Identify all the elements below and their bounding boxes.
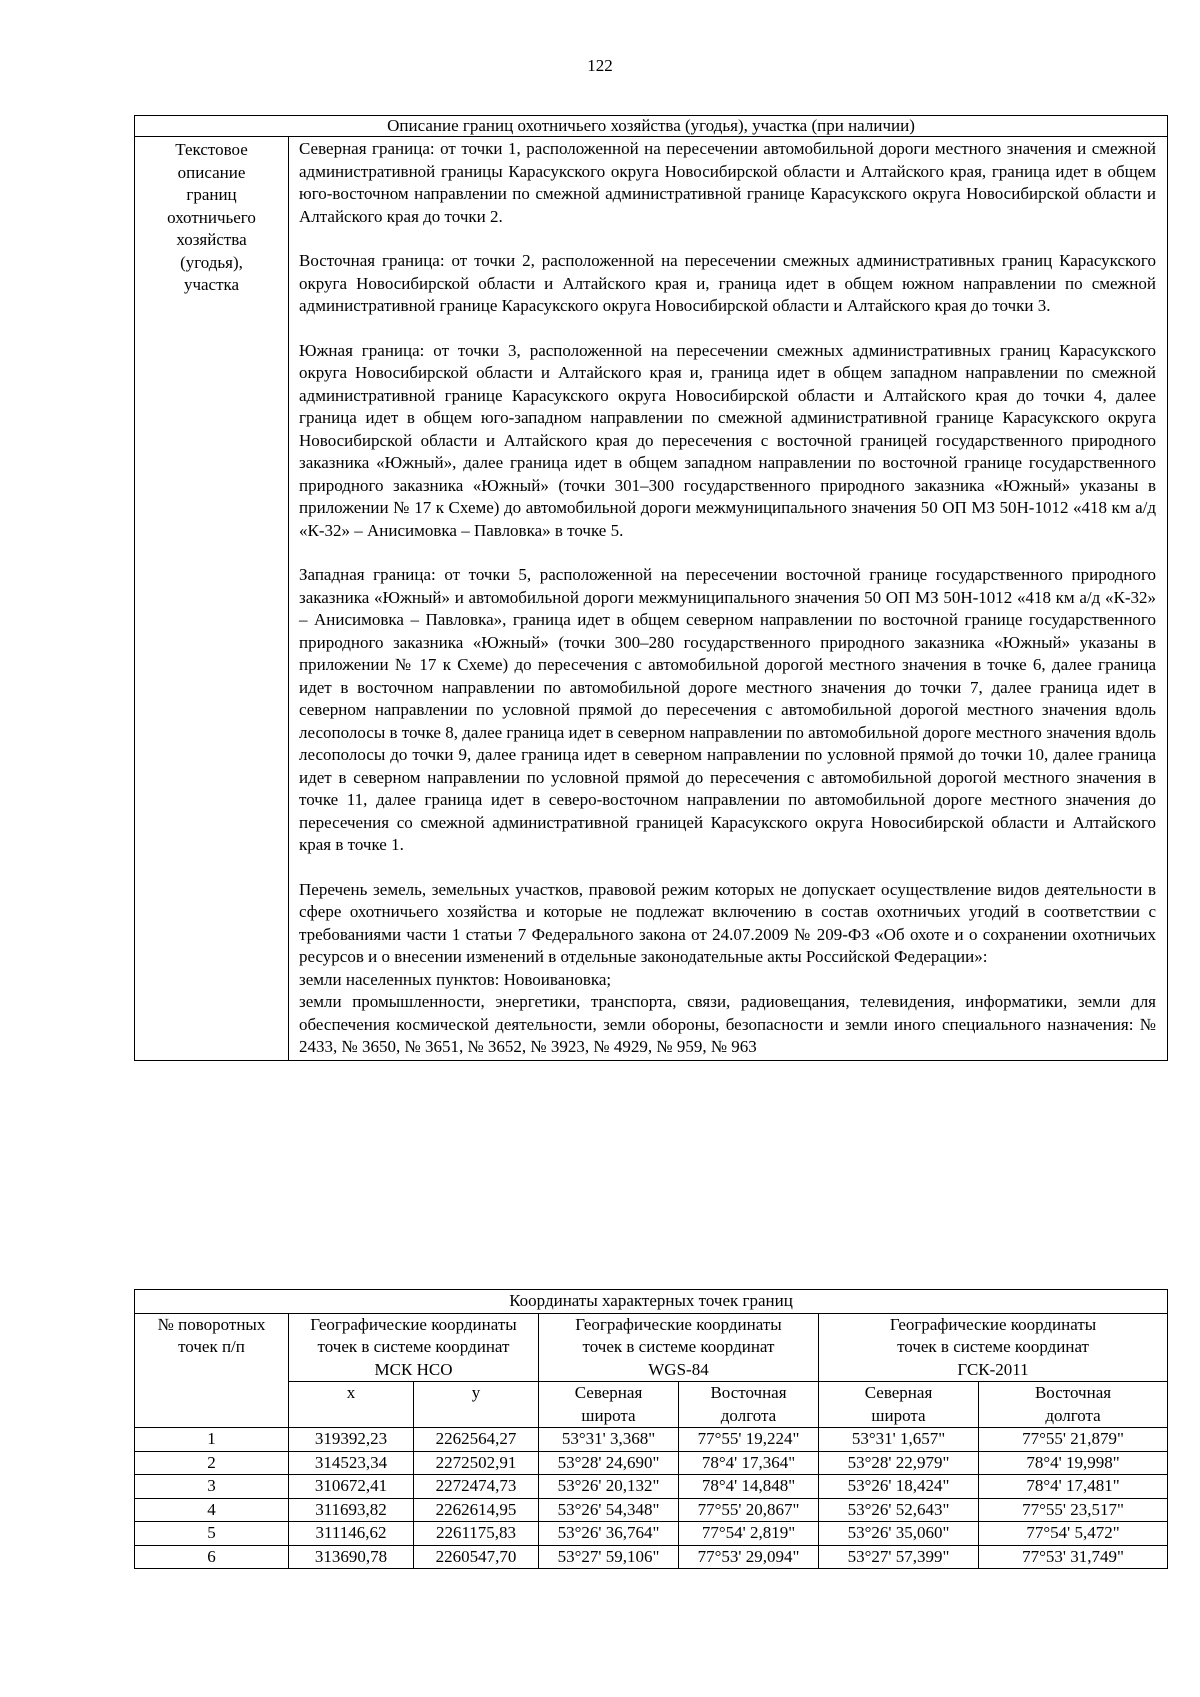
header-line: Географические координаты [575, 1314, 782, 1334]
table-cell: 53°26' 18,424" [819, 1475, 979, 1499]
text-description-label [135, 137, 289, 1061]
header-line: Северная [574, 1383, 643, 1402]
header-line: ГСК-2011 [957, 1359, 1029, 1379]
wgs-header [539, 1313, 819, 1382]
table-cell: 2260547,70 [414, 1545, 539, 1569]
table-cell: 77°54' 5,472" [979, 1522, 1168, 1546]
header-line: № поворотных [157, 1314, 266, 1334]
y-header: y [414, 1382, 539, 1428]
gsk-north-header [819, 1382, 979, 1428]
label-line: участка [183, 275, 240, 294]
header-line: Географические координаты [310, 1314, 517, 1334]
east-boundary-paragraph: Восточная граница: от точки 2, расположенной на пересечении смежных административных границ Карасукского округа Новосибирской области и Алтайского края и, граница идет в общем южном направлении по смежной административной границе Карасукского округа Новосибирской области и Алтайского края до точки 3. [299, 251, 1156, 315]
header-line: Восточная [710, 1383, 787, 1402]
table-cell: 78°4' 14,848" [679, 1475, 819, 1499]
table-cell: 77°55' 21,879" [979, 1428, 1168, 1452]
header-line: долгота [720, 1405, 777, 1425]
header-line: точек в системе координат [317, 1337, 510, 1356]
header-line: точек в системе координат [897, 1337, 1089, 1356]
table-cell: 53°26' 20,132" [539, 1475, 679, 1499]
table-cell: 77°54' 2,819" [679, 1522, 819, 1546]
table-cell: 2261175,83 [414, 1522, 539, 1546]
description-header: Описание границ охотничьего хозяйства (угодья), участка (при наличии) [135, 116, 1168, 137]
msk-header [289, 1313, 539, 1382]
label-line: хозяйства [176, 230, 247, 249]
table-cell: 2262614,95 [414, 1498, 539, 1522]
table-row [135, 1475, 1168, 1499]
table-cell: 319392,23 [289, 1428, 414, 1452]
header-line: МСК НСО [374, 1359, 453, 1379]
table-row [135, 1451, 1168, 1475]
table-cell: 53°26' 35,060" [819, 1522, 979, 1546]
point-number-header [135, 1313, 289, 1428]
label-line: описание [177, 162, 246, 182]
wgs-east-header [679, 1382, 819, 1428]
table-cell: 77°53' 29,094" [679, 1545, 819, 1569]
table-cell: 2272502,91 [414, 1451, 539, 1475]
header-line: Восточная [1034, 1383, 1112, 1402]
table-cell: 77°55' 19,224" [679, 1428, 819, 1452]
label-line: Текстовое [175, 140, 248, 159]
wgs-north-header [539, 1382, 679, 1428]
table-cell: 53°28' 24,690" [539, 1451, 679, 1475]
table-cell: 3 [135, 1475, 289, 1499]
table-cell: 77°55' 23,517" [979, 1498, 1168, 1522]
west-boundary-paragraph: Западная граница: от точки 5, расположенной на пересечении восточной границе государственного природного заказника «Южный» и автомобильной дороги межмуниципального значения 50 ОП МЗ 50Н-1012 «418 км а/д «К-32» – Анисимовка – Павловка», граница идет в общем северном направлении по восточной границе государственного природного заказника «Южный» (точки 300–280 государственного природного заказника «Южный» указаны в приложении № 17 к Схеме) до пересечения с автомобильной дорогой местного значения в точке 6, далее граница идет в восточном направлении по автомобильной дороге местного значения до точки 7, далее граница идет в северном направлении по условной прямой до пересечения с автомобильной дорогой местного значения вдоль лесополосы в точке 8, далее граница идет в северном направлении по автомобильной дороге местного значения вдоль лесополосы до точки 9, далее граница идет в северном направлении по условной прямой до точки 10, далее граница идет в северном направлении по условной прямой до пересечения с автомобильной дорогой местного значения в точке 11, далее граница идет в северо-восточном направлении по автомобильной дороге местного значения до пересечения со смежной административной границей Карасукского округа Новосибирской области и Алтайского края в точке 1. [299, 565, 1156, 854]
table-cell: 313690,78 [289, 1545, 414, 1569]
gsk-east-header [979, 1382, 1168, 1428]
boundary-text [289, 137, 1168, 1061]
boundary-description-table [134, 115, 1168, 1061]
table-cell: 77°53' 31,749" [979, 1545, 1168, 1569]
industrial-lands: земли промышленности, энергетики, транспорта, связи, радиовещания, телевидения, информатики, земли для обеспечения космической деятельности, земли обороны, безопасности и земли иного специального назначения: № 2433, № 3650, № 3651, № 3652, № 3923, № 4929, № 959, № 963 [299, 992, 1156, 1056]
table-cell: 53°27' 57,399" [819, 1545, 979, 1569]
table-cell: 78°4' 17,364" [679, 1451, 819, 1475]
table-cell: 5 [135, 1522, 289, 1546]
table-cell: 53°26' 54,348" [539, 1498, 679, 1522]
table-cell: 310672,41 [289, 1475, 414, 1499]
north-boundary-paragraph: Северная граница: от точки 1, расположенной на пересечении автомобильной дороги местного значения и смежной административной границы Карасукского округа Новосибирской области и Алтайского края, граница идет в общем юго-восточном направлении по смежной административной границе Карасукского округа Новосибирской области и Алтайского края до точки 2. [299, 139, 1156, 226]
table-row [135, 1545, 1168, 1569]
table-cell: 53°26' 36,764" [539, 1522, 679, 1546]
table-cell: 2 [135, 1451, 289, 1475]
table-row [135, 1498, 1168, 1522]
header-line: широта [581, 1405, 636, 1425]
table-cell: 311146,62 [289, 1522, 414, 1546]
table-cell: 78°4' 17,481" [979, 1475, 1168, 1499]
table-cell: 77°55' 20,867" [679, 1498, 819, 1522]
table-cell: 311693,82 [289, 1498, 414, 1522]
header-line: долгота [1045, 1405, 1101, 1425]
header-line: точек в системе координат [582, 1337, 775, 1356]
table-cell: 78°4' 19,998" [979, 1451, 1168, 1475]
header-line: Географические координаты [889, 1314, 1097, 1334]
label-line: охотничьего [167, 207, 256, 227]
table-cell: 53°26' 52,643" [819, 1498, 979, 1522]
table-cell: 53°27' 59,106" [539, 1545, 679, 1569]
table-cell: 53°31' 1,657" [819, 1428, 979, 1452]
table-cell: 4 [135, 1498, 289, 1522]
table-cell: 1 [135, 1428, 289, 1452]
excluded-lands-intro: Перечень земель, земельных участков, правовой режим которых не допускает осуществление видов деятельности в сфере охотничьего хозяйства и которые не подлежат включению в состав охотничьих угодий в соответствии с требованиями части 1 статьи 7 Федерального закона от 24.07.2009 № 209-ФЗ «Об охоте и о сохранении охотничьих ресурсов и о внесении изменений в отдельные законодательные акты Российской Федерации»: [299, 879, 1156, 966]
header-line: Северная [864, 1383, 933, 1402]
coordinates-header: Координаты характерных точек границ [135, 1290, 1168, 1314]
south-boundary-paragraph: Южная граница: от точки 3, расположенной на пересечении смежных административных границ Карасукского округа Новосибирской области и Алтайского края и, граница идет в общем западном направлении по смежной административной границе Карасукского округа Новосибирской области и Алтайского края до точки 4, далее граница идет в общем юго-западном направлении по смежной административной границе Карасукского округа Новосибирской области и Алтайского края до пересечения с восточной границей государственного природного заказника «Южный», далее граница идет в общем западном направлении по восточной границе государственного природного заказника «Южный» (точки 301–300 государственного природного заказника «Южный» указаны в приложении № 17 к Схеме) до автомобильной дороги межмуниципального значения 50 ОП МЗ 50Н-1012 «418 км а/д «К-32» – Анисимовка – Павловка» в точке 5. [299, 340, 1156, 540]
table-cell: 314523,34 [289, 1451, 414, 1475]
gsk-header [819, 1313, 1168, 1382]
table-cell: 53°31' 3,368" [539, 1428, 679, 1452]
table-cell: 2262564,27 [414, 1428, 539, 1452]
label-line: границ [186, 185, 237, 204]
table-cell: 53°28' 22,979" [819, 1451, 979, 1475]
header-line: WGS-84 [648, 1359, 709, 1379]
table-cell: 2272474,73 [414, 1475, 539, 1499]
label-line: (угодья), [180, 252, 243, 272]
table-row [135, 1428, 1168, 1452]
page-number: 122 [587, 56, 613, 75]
header-line: точек п/п [178, 1337, 245, 1356]
header-line: широта [871, 1405, 926, 1425]
table-cell: 6 [135, 1545, 289, 1569]
table-row [135, 1522, 1168, 1546]
coordinates-table [134, 1289, 1168, 1569]
settlement-lands: земли населенных пунктов: Новоивановка; [299, 969, 612, 989]
x-header: x [289, 1382, 414, 1428]
